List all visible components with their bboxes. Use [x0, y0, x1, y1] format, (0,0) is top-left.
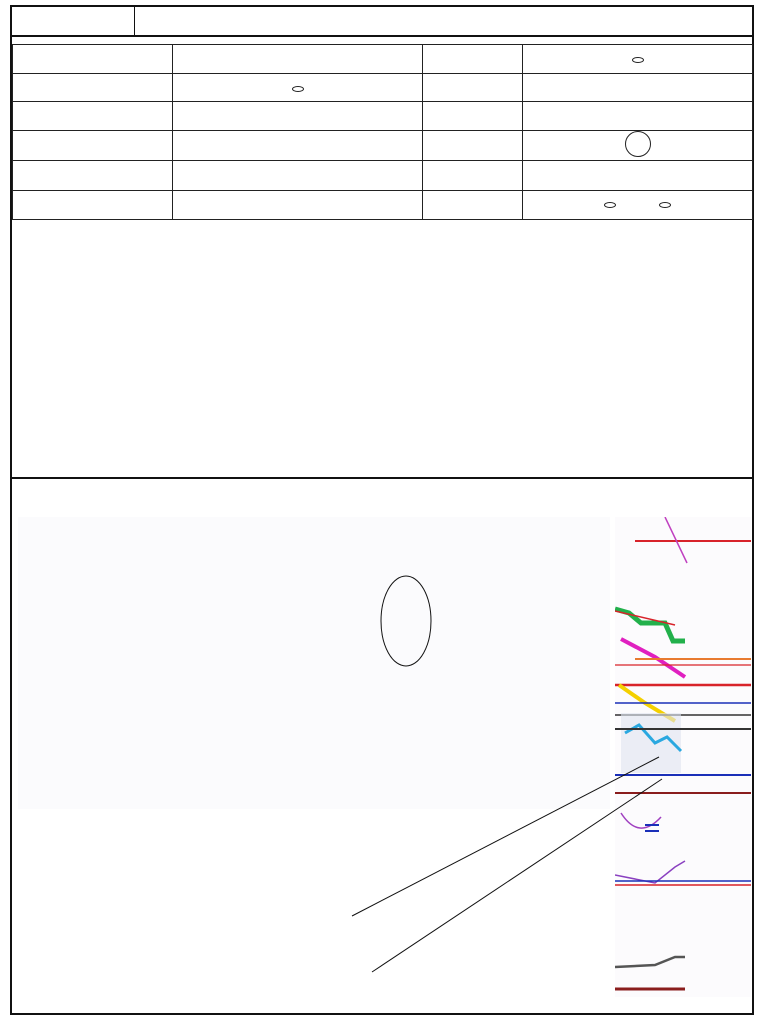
date-value — [135, 7, 752, 35]
entry-ellipse — [381, 576, 431, 666]
trade-record-sheet — [10, 5, 754, 1015]
horizontal-entry — [523, 131, 753, 161]
rr-value — [173, 102, 423, 131]
trade-label — [423, 45, 523, 74]
trade-table — [12, 44, 753, 220]
fib-50-circled — [604, 202, 616, 208]
entry-circle — [625, 131, 651, 157]
chart-section — [12, 477, 752, 1017]
fibonacci-label — [13, 190, 173, 220]
date-header — [12, 7, 752, 37]
leader-lines — [12, 479, 752, 1017]
rr-label — [13, 102, 173, 131]
date-label — [12, 7, 135, 35]
positions-value — [523, 73, 753, 102]
trade-buy-circled — [632, 57, 644, 63]
pips-value — [523, 102, 753, 131]
buy-leader-line — [372, 779, 662, 972]
exit-leader-line — [352, 757, 659, 916]
fibonacci-values — [523, 190, 753, 220]
row-market — [13, 73, 753, 102]
row-currency — [13, 45, 753, 74]
market-l-circled — [292, 86, 304, 92]
bollinger-label — [13, 161, 173, 191]
row-riskreward — [13, 102, 753, 131]
horizontal-label — [13, 131, 173, 161]
row-fibonacci — [13, 190, 753, 220]
market-value — [173, 73, 423, 102]
pips-label — [423, 102, 523, 131]
market-label — [13, 73, 173, 102]
fib-38-circled — [659, 202, 671, 208]
row-horizontal — [13, 131, 753, 161]
row-bollinger — [13, 161, 753, 191]
trade-value — [523, 45, 753, 74]
positions-label — [423, 73, 523, 102]
currency-value — [173, 45, 423, 74]
currency-label — [13, 45, 173, 74]
